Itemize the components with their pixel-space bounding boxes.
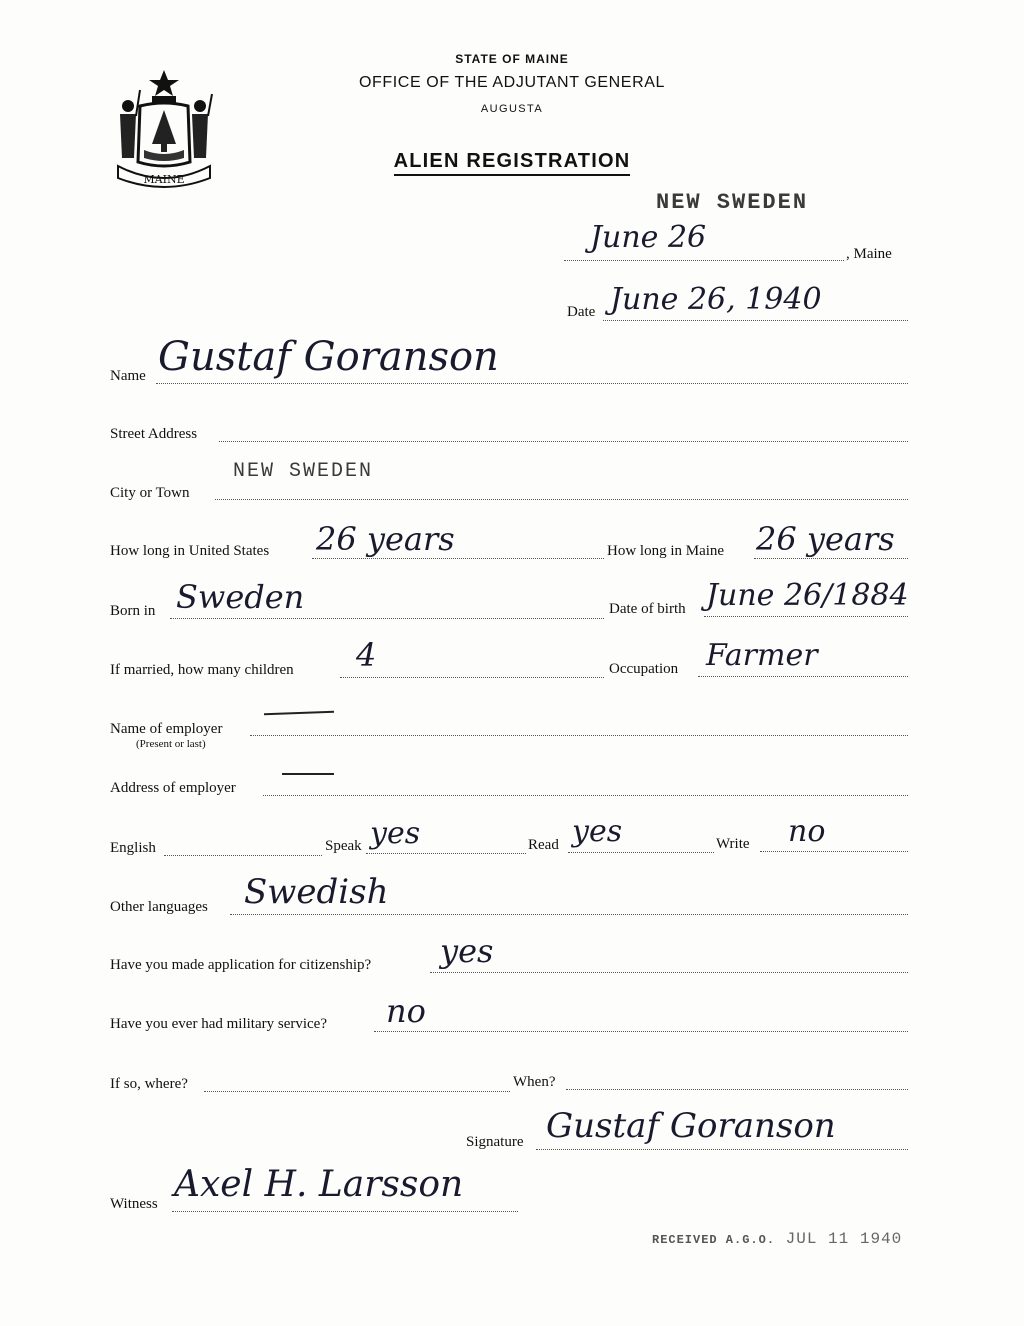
name-label: Name bbox=[110, 368, 146, 384]
speak-line bbox=[366, 853, 526, 854]
maine-value: 26 years bbox=[756, 520, 895, 558]
citizenship-label: Have you made application for citizenship? bbox=[110, 957, 372, 973]
stamp-town: NEW SWEDEN bbox=[656, 190, 809, 215]
city-label: City or Town bbox=[110, 485, 190, 501]
languages-value: Swedish bbox=[244, 872, 389, 912]
read-value: yes bbox=[572, 814, 623, 849]
write-value: no bbox=[788, 814, 826, 849]
speak-label: Speak bbox=[325, 838, 362, 854]
us-line bbox=[312, 558, 604, 559]
state-heading: STATE OF MAINE bbox=[455, 52, 569, 66]
maine-line bbox=[754, 558, 908, 559]
military-line bbox=[374, 1031, 908, 1032]
born-line bbox=[170, 618, 604, 619]
place-line bbox=[564, 260, 844, 261]
read-label: Read bbox=[528, 837, 559, 853]
received-stamp-prefix: RECEIVED A.G.O. bbox=[652, 1233, 776, 1247]
employer-dash bbox=[264, 711, 334, 715]
read-line bbox=[568, 852, 714, 853]
languages-line bbox=[230, 914, 908, 915]
received-stamp-date: JUL 11 1940 bbox=[785, 1230, 903, 1248]
employer-sub-label: (Present or last) bbox=[136, 738, 206, 750]
occupation-value: Farmer bbox=[706, 638, 818, 673]
signature-value: Gustaf Goranson bbox=[546, 1106, 836, 1146]
street-label: Street Address bbox=[110, 426, 198, 442]
date-label: Date bbox=[567, 304, 596, 320]
write-label: Write bbox=[716, 836, 750, 852]
maine-label: How long in Maine bbox=[607, 543, 725, 559]
city-value: NEW SWEDEN bbox=[233, 460, 374, 483]
office-heading: OFFICE OF THE ADJUTANT GENERAL bbox=[358, 74, 666, 91]
place-value: June 26 bbox=[590, 220, 707, 255]
date-line bbox=[603, 320, 908, 321]
citizenship-value: yes bbox=[440, 932, 494, 970]
employer-line bbox=[250, 735, 908, 736]
dob-label: Date of birth bbox=[609, 601, 686, 617]
children-line bbox=[340, 677, 604, 678]
witness-label: Witness bbox=[110, 1196, 158, 1212]
write-line bbox=[760, 851, 908, 852]
employer-address-label: Address of employer bbox=[110, 780, 236, 796]
city-line bbox=[215, 499, 908, 500]
military-value: no bbox=[386, 992, 426, 1030]
employer-label: Name of employer bbox=[110, 721, 223, 737]
citizenship-line bbox=[430, 972, 908, 973]
name-value: Gustaf Goranson bbox=[158, 334, 499, 380]
witness-line bbox=[172, 1211, 518, 1212]
dob-value: June 26/1884 bbox=[706, 578, 909, 613]
seal-text: MAINE bbox=[143, 173, 185, 186]
date-value: June 26, 1940 bbox=[610, 282, 822, 317]
where-line bbox=[204, 1091, 510, 1092]
when-line bbox=[566, 1089, 908, 1090]
born-label: Born in bbox=[110, 603, 156, 619]
city-heading: AUGUSTA bbox=[480, 103, 544, 115]
children-label: If married, how many children bbox=[110, 662, 294, 678]
signature-line bbox=[536, 1149, 908, 1150]
dob-line bbox=[704, 616, 908, 617]
us-label: How long in United States bbox=[110, 543, 270, 559]
when-label: When? bbox=[513, 1074, 556, 1090]
military-label: Have you ever had military service? bbox=[110, 1016, 327, 1032]
where-label: If so, where? bbox=[110, 1076, 188, 1092]
maine-seal-icon bbox=[110, 66, 218, 190]
name-line bbox=[156, 383, 908, 384]
speak-value: yes bbox=[370, 816, 421, 851]
employer-address-dash bbox=[282, 773, 334, 775]
languages-label: Other languages bbox=[110, 899, 208, 915]
street-line bbox=[219, 441, 908, 442]
received-stamp bbox=[652, 1230, 902, 1248]
english-label: English bbox=[110, 840, 156, 856]
english-line bbox=[164, 855, 322, 856]
occupation-line bbox=[698, 676, 908, 677]
form-title-text: ALIEN REGISTRATION bbox=[394, 150, 631, 176]
witness-value: Axel H. Larsson bbox=[174, 1164, 464, 1205]
employer-address-line bbox=[263, 795, 908, 796]
children-value: 4 bbox=[356, 636, 377, 674]
signature-label: Signature bbox=[466, 1134, 524, 1150]
place-suffix: , Maine bbox=[846, 246, 892, 262]
occupation-label: Occupation bbox=[609, 661, 679, 677]
born-value: Sweden bbox=[176, 578, 305, 616]
us-value: 26 years bbox=[316, 520, 455, 558]
